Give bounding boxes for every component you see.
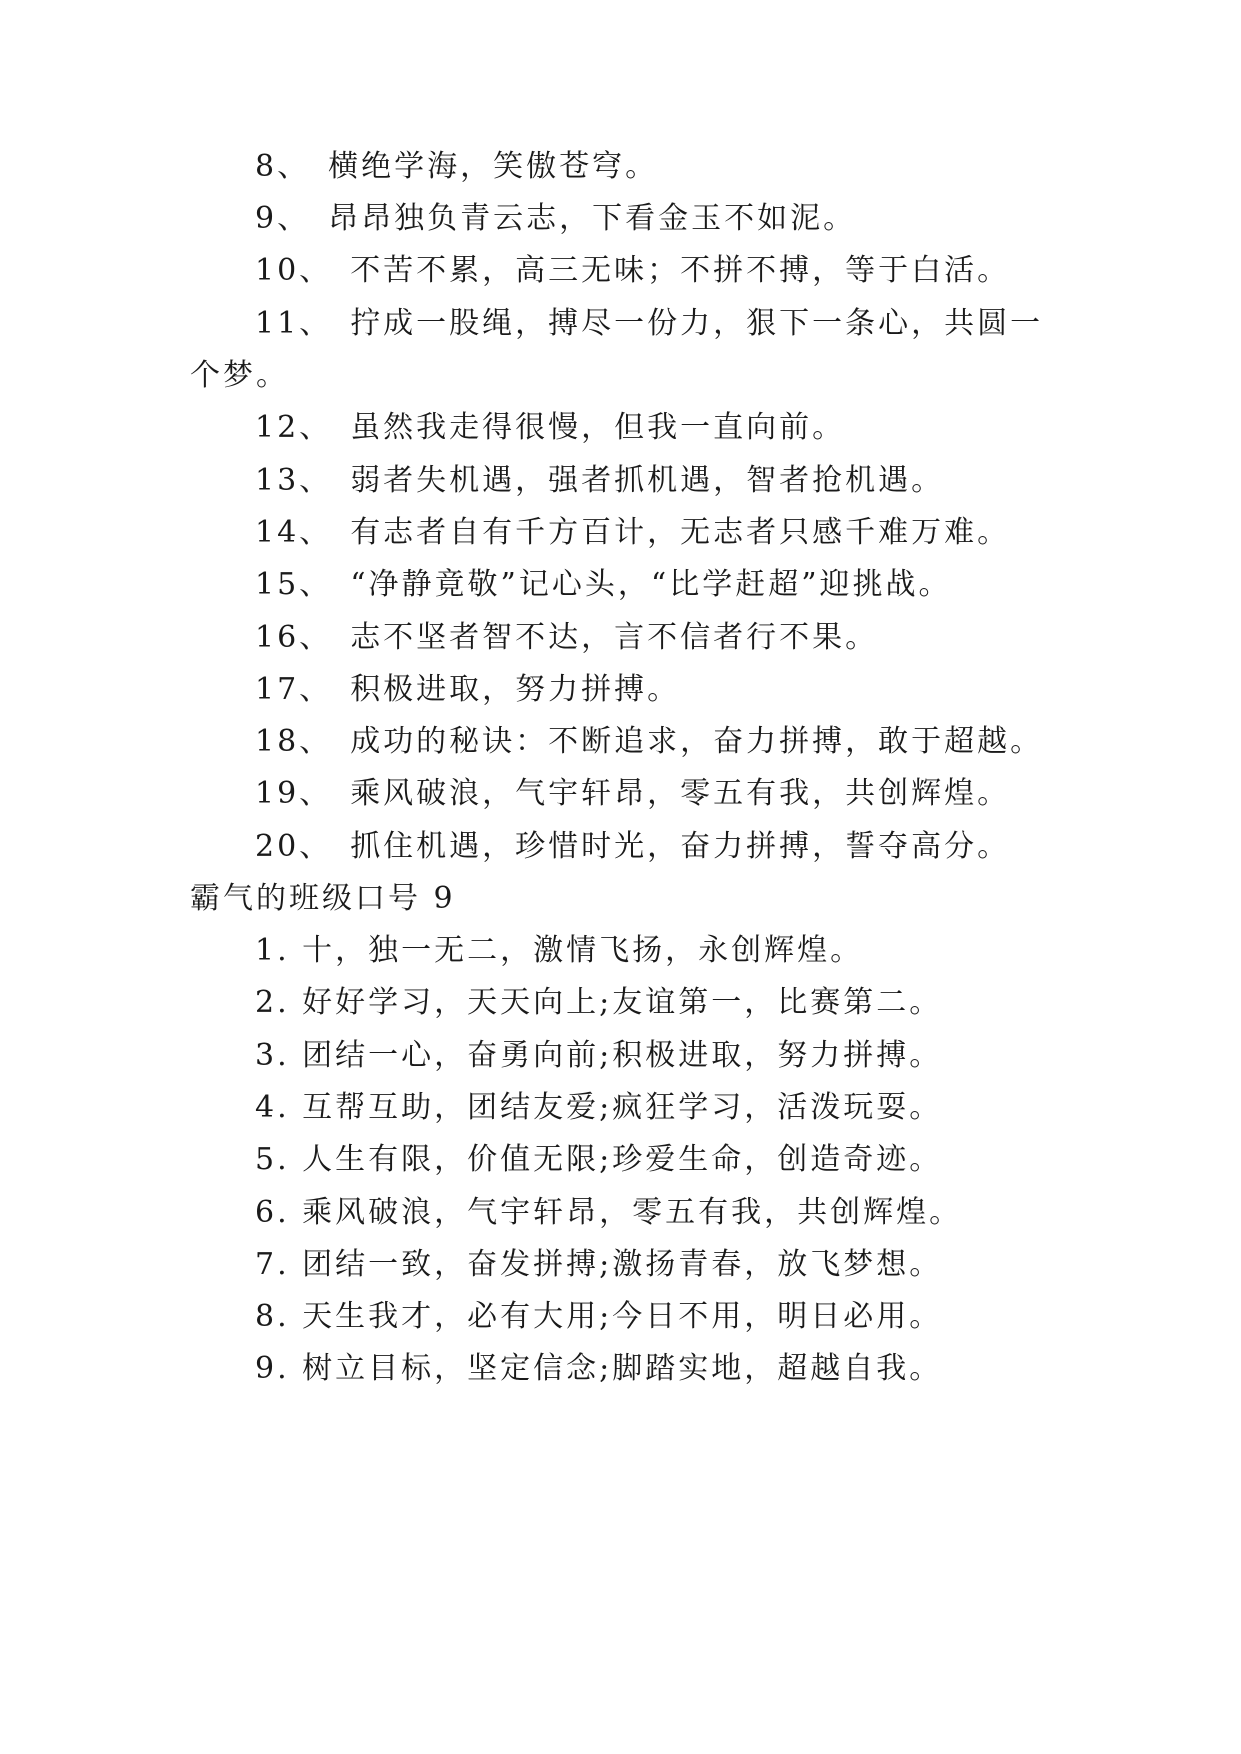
item-number: 13、 bbox=[255, 463, 333, 498]
item-text: 弱者失机遇，强者抓机遇，智者抢机遇。 bbox=[350, 463, 945, 498]
item-number: 14、 bbox=[255, 515, 333, 550]
list-item: 5. 人生有限，价值无限;珍爱生命，创造奇迹。 bbox=[255, 1142, 943, 1177]
item-text: 成功的秘诀：不断追求，奋力拼搏，敢于超越。 bbox=[350, 724, 1044, 759]
item-text: 乘风破浪，气宇轩昂，零五有我，共创辉煌。 bbox=[350, 776, 1011, 811]
item-number: 20、 bbox=[255, 829, 333, 864]
item-number: 17、 bbox=[255, 672, 333, 707]
list-item bbox=[255, 305, 1043, 343]
list-item bbox=[255, 723, 1043, 761]
item-text: 横绝学海，笑傲苍穹。 bbox=[328, 149, 659, 184]
list-item bbox=[255, 462, 944, 500]
list-item bbox=[255, 409, 845, 447]
item-text: 志不坚者智不达，言不信者行不果。 bbox=[350, 620, 879, 655]
item-text: “净静竟敬”记心头，“比学赶超”迎挑战。 bbox=[350, 567, 952, 602]
item-number: 10、 bbox=[255, 253, 333, 288]
list-item: 2. 好好学习，天天向上;友谊第一，比赛第二。 bbox=[255, 985, 943, 1020]
list-item: 4. 互帮互助，团结友爱;疯狂学习，活泼玩耍。 bbox=[255, 1090, 943, 1125]
item-text: 抓住机遇，珍惜时光，奋力拼搏，誓夺高分。 bbox=[350, 829, 1011, 864]
list-item bbox=[255, 514, 1010, 552]
list-item: 7. 团结一致，奋发拼搏;激扬青春，放飞梦想。 bbox=[255, 1247, 943, 1282]
list-item bbox=[255, 148, 658, 186]
section-heading: 霸气的班级口号 9 bbox=[190, 881, 456, 916]
list-item bbox=[255, 775, 1010, 813]
item-number: 11、 bbox=[255, 306, 333, 341]
item-number: 19、 bbox=[255, 776, 333, 811]
list-item-continuation: 个梦。 bbox=[190, 358, 289, 393]
item-text: 拧成一股绳，搏尽一份力，狠下一条心，共圆一 bbox=[350, 306, 1044, 341]
item-text: 积极进取，努力拼搏。 bbox=[350, 672, 681, 707]
list-item: 8. 天生我才，必有大用;今日不用，明日必用。 bbox=[255, 1299, 943, 1334]
item-number: 8、 bbox=[255, 149, 311, 184]
list-item bbox=[255, 200, 856, 238]
list-item bbox=[255, 828, 1010, 866]
list-item: 1. 十，独一无二，激情飞扬，永创辉煌。 bbox=[255, 933, 864, 968]
list-item bbox=[255, 566, 952, 604]
list-item: 9. 树立目标，坚定信念;脚踏实地，超越自我。 bbox=[255, 1351, 943, 1386]
list-item bbox=[255, 619, 878, 657]
item-number: 12、 bbox=[255, 410, 333, 445]
list-item bbox=[255, 671, 680, 709]
item-number: 9、 bbox=[255, 201, 311, 236]
item-text: 不苦不累，高三无味；不拼不搏，等于白活。 bbox=[350, 253, 1011, 288]
list-item: 6. 乘风破浪，气宇轩昂，零五有我，共创辉煌。 bbox=[255, 1195, 963, 1230]
item-number: 15、 bbox=[255, 567, 333, 602]
item-text: 虽然我走得很慢，但我一直向前。 bbox=[350, 410, 846, 445]
list-item bbox=[255, 252, 1010, 290]
item-number: 18、 bbox=[255, 724, 333, 759]
item-text: 昂昂独负青云志，下看金玉不如泥。 bbox=[328, 201, 857, 236]
list-item: 3. 团结一心，奋勇向前;积极进取，努力拼搏。 bbox=[255, 1038, 943, 1073]
item-number: 16、 bbox=[255, 620, 333, 655]
item-text: 有志者自有千方百计，无志者只感千难万难。 bbox=[350, 515, 1011, 550]
